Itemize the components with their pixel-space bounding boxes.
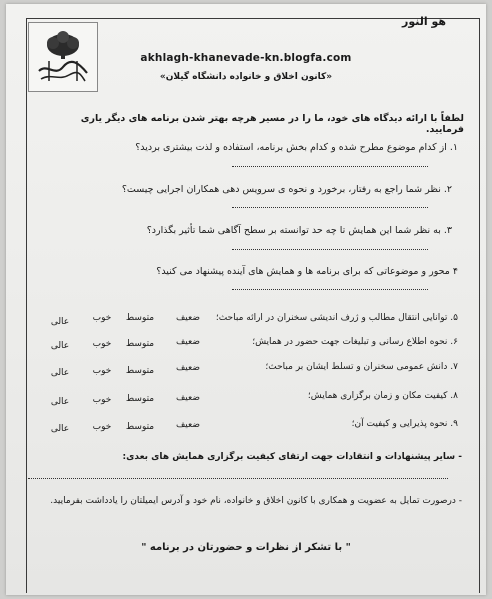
suggestions-prompt: - سایر پیشنهادات و انتقادات جهت ارتقای کیفیت برگزاری همایش های بعدی: [122,452,462,462]
rating-question-6: ۶. نحوه اطلاع رسانی و تبلیغات جهت حضور در همایش؛ [252,337,458,347]
rating-option-good[interactable]: خوب [92,366,112,376]
rating-option-excellent[interactable]: عالی [50,341,70,351]
rating-option-average[interactable]: متوسط [125,339,155,349]
rating-option-average[interactable]: متوسط [125,394,155,404]
rating-option-good[interactable]: خوب [92,339,112,349]
rating-option-weak[interactable]: ضعیف [175,420,201,430]
question-4: ۴ محور و موضوعاتی که برای برنامه ها و همایش های آینده پیشنهاد می کنید؟ [156,266,458,277]
page-frame [26,18,480,593]
blog-address: akhlagh-khanevade-kn.blogfa.com [140,52,352,64]
rating-option-weak[interactable]: ضعیف [175,337,201,347]
rating-option-average[interactable]: متوسط [125,313,155,323]
closing-thanks: " با تشکر از نظرات و حضورتان در برنامه " [141,542,351,553]
rating-question-7: ۷. دانش عمومی سخنران و تسلط ایشان بر مباحث؛ [265,362,458,372]
answer-line-4[interactable] [232,289,428,290]
rating-option-excellent[interactable]: عالی [50,317,70,327]
rating-option-weak[interactable]: ضعیف [175,393,201,403]
rating-option-weak[interactable]: ضعیف [175,313,201,323]
question-2: ۲. نظر شما راجع به رفتار، برخورد و نحوه ی سرویس دهی همکاران اجرایی چیست؟ [121,184,452,195]
answer-line-1[interactable] [232,166,428,167]
question-1: ۱. از کدام موضوع مطرح شده و کدام بخش برنامه، استفاده و لذت بیشتری بردید؟ [135,142,458,153]
suggestions-line[interactable] [28,478,448,479]
answer-line-3[interactable] [232,249,428,250]
header-invocation: هو النور [402,15,446,28]
rating-question-5: ۵. توانایی انتقال مطالب و ژرف اندیشی سخنران در ارائه مباحث؛ [215,313,458,323]
intro-text: لطفاً با ارائه دیدگاه های خود، ما را در مسیر هرچه بهتر شدن برنامه های دیگر یاری فرمایید. [80,113,464,135]
rating-option-excellent[interactable]: عالی [50,397,70,407]
rating-option-excellent[interactable]: عالی [50,368,70,378]
rating-option-good[interactable]: خوب [92,422,112,432]
rating-option-good[interactable]: خوب [92,313,112,323]
rating-option-good[interactable]: خوب [92,395,112,405]
rating-question-8: ۸. کیفیت مکان و زمان برگزاری همایش؛ [307,391,458,401]
answer-line-2[interactable] [232,207,428,208]
rating-option-average[interactable]: متوسط [125,422,155,432]
question-3: ۳. به نظر شما این همایش تا چه حد توانسته بر سطح آگاهی شما تأثیر بگذارد؟ [146,225,452,236]
rating-option-average[interactable]: متوسط [125,366,155,376]
rating-question-9: ۹. نحوه پذیرایی و کیفیت آن؛ [351,419,458,429]
rating-option-excellent[interactable]: عالی [50,424,70,434]
club-name: «کانون اخلاق و خانواده دانشگاه گیلان» [159,72,333,82]
rating-option-weak[interactable]: ضعیف [175,363,201,373]
questionnaire-sheet [6,4,486,595]
membership-prompt: - درصورت تمایل به عضویت و همکاری با کانون اخلاق و خانواده، نام خود و آدرس ایمیلتان را یادداشت بفرمایید. [50,496,462,506]
